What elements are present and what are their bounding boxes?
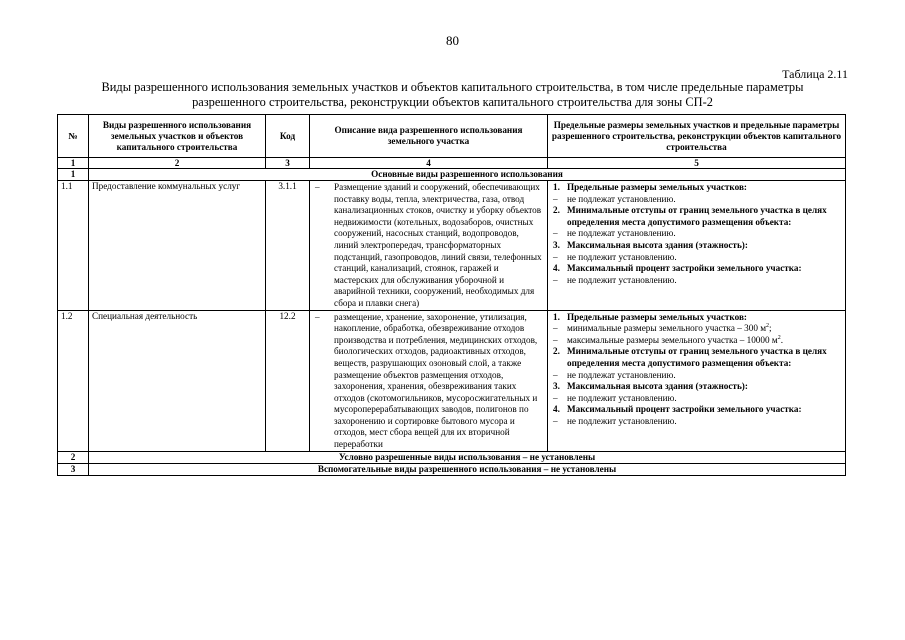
row-limits — [548, 310, 846, 451]
column-index: 1 — [58, 158, 89, 169]
limit-number: 3. — [553, 381, 560, 392]
permitted-use-table — [57, 114, 846, 476]
table-caption — [40, 80, 865, 110]
limit-title: Минимальные отступы от границ земельного участка в целях определения места допустимого размещения объекта: — [567, 205, 827, 227]
row-use-name: Предоставление коммунальных услуг — [89, 181, 266, 311]
header-description: Описание вида разрешенного использования земельного участка — [310, 115, 548, 158]
limit-value-end: ; — [769, 323, 772, 334]
limit-heading — [551, 346, 842, 369]
table-label: Таблица 2.11 — [782, 67, 848, 81]
limit-value-text: минимальные размеры земельного участка – 300 м — [567, 323, 767, 334]
table-row — [58, 181, 846, 311]
row-number: 1.1 — [58, 181, 89, 311]
row-number: 1.2 — [58, 310, 89, 451]
limit-title: Максимальный процент застройки земельного участка: — [567, 404, 802, 415]
limit-title: Предельные размеры земельных участков: — [567, 182, 747, 192]
limit-value: – не подлежат установлению. — [551, 370, 842, 382]
limit-value-text: максимальные размеры земельного участка – 10000 м — [567, 334, 778, 345]
limit-value — [551, 335, 842, 347]
column-index: 3 — [266, 158, 310, 169]
limit-title: Минимальные отступы от границ земельного участка в целях определения места допустимого размещения объекта: — [567, 346, 827, 368]
limit-title: Максимальная высота здания (этажность): — [567, 239, 748, 250]
limit-heading — [551, 205, 842, 228]
description-text: – размещение, хранение, захоронение, утилизация, накопление, обработка, обезвреживание отходов производства и потребления, медицинских отходов, биологических отходов, радиоактивных отходов, веществ, разрушающих озоновый слой, а также размещение объектов размещения отходов, захоронения, хранения, обезвреживания таких отходов (скотомогильников, мусоросжигательных и мусороперерабатывающих заводов, полигонов по захоронению и сортировке бытового мусора и отходов, мест сбора вещей для их вторичной переработки — [313, 312, 544, 451]
area-unit-superscript: 2 — [766, 323, 770, 330]
limit-title: Максимальная высота здания (этажность): — [567, 381, 748, 392]
limit-number: 1. — [553, 311, 560, 322]
section-row-auxiliary-uses — [58, 463, 846, 475]
section-title: Вспомогательные виды разрешенного использования – не установлены — [89, 463, 846, 475]
limit-number: 4. — [553, 404, 560, 415]
limit-number: 3. — [553, 239, 560, 250]
section-number: 3 — [58, 463, 89, 475]
section-row-main-uses — [58, 169, 846, 181]
description-text: – Размещение зданий и сооружений, обеспечивающих поставку воды, тепла, электричества, газа, отвод канализационных стоков, очистку и уборку объектов недвижимости (котельных, водозаборов, очистных сооружений, насосных станций, водопроводов, линий электропередач, трансформаторных подстанций, газопроводов, линий связи, телефонных станций, канализаций, стоянок, гаражей и мастерских для обслуживания уборочной и аварийной техники, сооружений, необходимых для сбора и плавки снега) — [313, 182, 544, 310]
limit-value-end: . — [780, 334, 783, 345]
limit-number: 2. — [553, 205, 560, 216]
limit-value: – не подлежит установлению. — [551, 416, 842, 428]
column-index: 5 — [548, 158, 846, 169]
limit-title: Предельные размеры земельных участков: — [567, 311, 747, 322]
header-limits: Предельные размеры земельных участков и предельные параметры разрешенного строительства, реконструкции объектов капитального строительства — [548, 115, 846, 158]
section-number: 1 — [58, 169, 89, 181]
header-row — [58, 115, 846, 158]
section-number: 2 — [58, 451, 89, 463]
limit-heading — [551, 381, 842, 393]
column-index: 2 — [89, 158, 266, 169]
row-description — [310, 310, 548, 451]
limit-number: 2. — [553, 346, 560, 357]
limit-number: 4. — [553, 263, 560, 274]
header-number: № — [58, 115, 89, 158]
limit-value — [551, 323, 842, 335]
table-row — [58, 310, 846, 451]
limit-value: – не подлежат установлению. — [551, 194, 842, 206]
page-number: 80 — [446, 33, 459, 48]
limit-value: – не подлежат установлению. — [551, 228, 842, 240]
limit-value: – не подлежит установлению. — [551, 275, 842, 287]
limit-heading — [551, 182, 842, 194]
section-title: Основные виды разрешенного использования — [89, 169, 846, 181]
section-row-conditional-uses — [58, 451, 846, 463]
header-code: Код — [266, 115, 310, 158]
limit-value: – не подлежит установлению. — [551, 393, 842, 405]
column-index: 4 — [310, 158, 548, 169]
row-code: 12.2 — [266, 310, 310, 451]
limit-value: – не подлежит установлению. — [551, 252, 842, 264]
area-unit-superscript: 2 — [777, 334, 781, 341]
caption-line-1: Виды разрешенного использования земельных участков и объектов капитального строительства, в том числе предельные параметры — [101, 80, 804, 94]
section-title: Условно разрешенные виды использования – не установлены — [89, 451, 846, 463]
row-description — [310, 181, 548, 311]
row-limits — [548, 181, 846, 311]
caption-line-2: разрешенного строительства, реконструкции объектов капитального строительства для зоны СП-2 — [192, 95, 713, 109]
header-use-type: Виды разрешенного использования земельных участков и объектов капитального строительства — [89, 115, 266, 158]
limit-heading — [551, 312, 842, 324]
row-use-name: Специальная деятельность — [89, 310, 266, 451]
column-index-row — [58, 158, 846, 169]
limit-heading — [551, 263, 842, 275]
limit-number: 1. — [553, 182, 560, 192]
limit-heading — [551, 404, 842, 416]
limit-title: Максимальный процент застройки земельного участка: — [567, 263, 802, 274]
limit-heading — [551, 240, 842, 252]
row-code: 3.1.1 — [266, 181, 310, 311]
